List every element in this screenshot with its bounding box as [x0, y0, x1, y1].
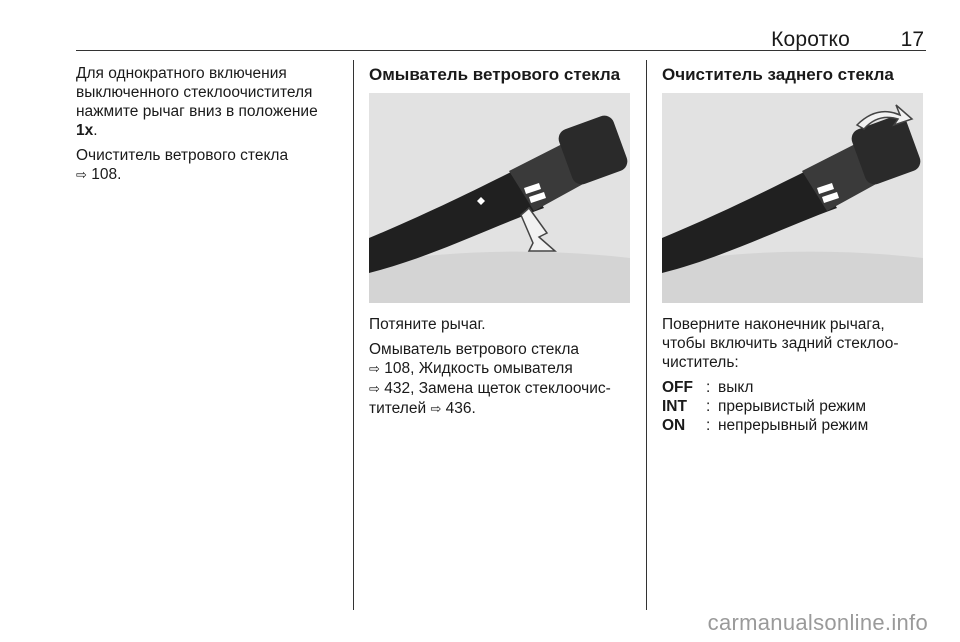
column-divider-2 — [646, 60, 647, 610]
table-row — [662, 378, 868, 397]
figure-caption — [662, 315, 930, 372]
page-header — [76, 26, 926, 51]
position-label: 1x — [76, 122, 94, 139]
washer-lever-illustration — [369, 93, 630, 303]
state-key: INT — [662, 398, 687, 415]
text-line: Поверните наконечник рычага, — [662, 316, 885, 333]
figure-caption: Потяните рычаг. — [369, 316, 486, 333]
text-line: чиститель: — [662, 354, 739, 371]
table-row — [662, 397, 868, 416]
paragraph-single-wipe — [76, 64, 344, 140]
watermark: carmanualsonline.info — [707, 610, 928, 635]
paragraph-references — [369, 340, 637, 419]
page-number: 17 — [900, 28, 924, 51]
page-reference-link[interactable]: 436. — [445, 400, 476, 417]
page-title: Коротко — [771, 28, 850, 51]
text-line: чтобы включить задний стеклоо- — [662, 335, 899, 352]
column-1 — [76, 64, 344, 191]
column-2 — [369, 64, 637, 425]
text-line: выключенного стеклоочистителя — [76, 84, 313, 101]
text-line: Омыватель ветрового стекла — [369, 341, 579, 358]
section-heading: Омыватель ветрового стекла — [369, 65, 621, 84]
state-value: выкл — [718, 379, 754, 396]
state-separator: : — [706, 398, 711, 415]
page-reference-link[interactable]: 108. — [91, 166, 122, 183]
state-value: непрерывный режим — [718, 417, 869, 434]
text-fragment: . — [93, 122, 98, 139]
text-line: тителей — [369, 400, 427, 417]
text-line: Для однократного включения — [76, 65, 287, 82]
section-heading: Очиститель заднего стекла — [662, 65, 894, 84]
arrow-ref-icon: ⇨ — [76, 168, 87, 183]
table-row — [662, 416, 868, 435]
text-line: Очиститель ветрового стекла — [76, 147, 289, 164]
state-value: прерывистый режим — [718, 398, 866, 415]
paragraph-reference — [76, 146, 344, 185]
column-divider-1 — [353, 60, 354, 610]
page-reference-link[interactable]: 108, Жидкость омывателя — [384, 360, 573, 377]
column-3 — [662, 64, 930, 435]
state-key: ON — [662, 417, 686, 434]
wiper-states-table — [662, 378, 868, 435]
state-separator: : — [706, 379, 711, 396]
arrow-ref-icon: ⇨ — [430, 402, 442, 417]
arrow-ref-icon: ⇨ — [369, 362, 380, 377]
state-separator: : — [706, 417, 711, 434]
text-line: нажмите рычаг вниз в положение — [76, 103, 318, 120]
arrow-ref-icon: ⇨ — [369, 382, 380, 397]
state-key: OFF — [662, 379, 693, 396]
page-reference-link[interactable]: 432, Замена щеток стеклоочис- — [384, 380, 611, 397]
rear-wiper-lever-illustration — [662, 93, 923, 303]
